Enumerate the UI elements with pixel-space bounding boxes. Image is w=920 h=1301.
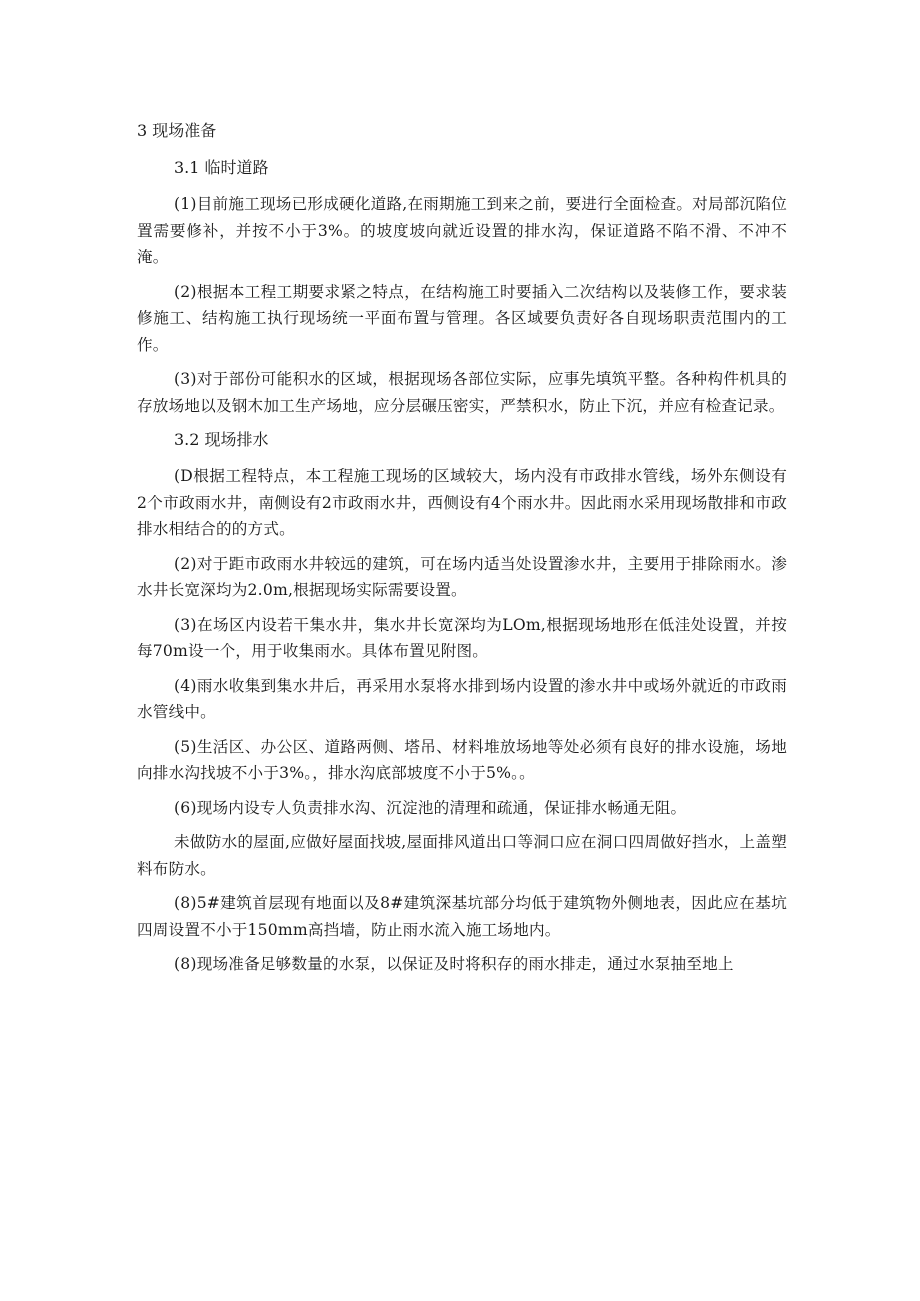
- section-title: 3 现场准备: [137, 121, 217, 140]
- document-body: [137, 118, 787, 986]
- paragraph: (1)目前施工现场已形成硬化道路,在雨期施工到来之前，要进行全面检查。对局部沉陷位置需要修补，并按不小于3%。的坡度坡向就近设置的排水沟，保证道路不陷不滑、不冲不淹。: [137, 195, 787, 266]
- subsection-title-temporary-roads: 3.1 临时道路: [174, 158, 269, 177]
- paragraph: (4)雨水收集到集水井后，再采用水泵将水排到场内设置的渗水井中或场外就近的市政雨水管线中。: [137, 676, 787, 721]
- paragraph: (8)5#建筑首层现有地面以及8#建筑深基坑部分均低于建筑物外侧地表，因此应在基坑四周设置不小于150mm高挡墙，防止雨水流入施工场地内。: [137, 894, 787, 939]
- subsection-title-site-drainage: 3.2 现场排水: [174, 430, 269, 449]
- paragraph: (5)生活区、办公区、道路两侧、塔吊、材料堆放场地等处必须有良好的排水设施，场地向排水沟找坡不小于3%。，排水沟底部坡度不小于5%。。: [137, 737, 787, 782]
- paragraph: (6)现场内设专人负责排水沟、沉淀池的清理和疏通，保证排水畅通无阻。: [174, 798, 687, 817]
- paragraph: 未做防水的屋面,应做好屋面找坡,屋面排风道出口等洞口应在洞口四周做好挡水，上盖塑料布防水。: [137, 833, 787, 878]
- paragraph: (D根据工程特点，本工程施工现场的区域较大，场内没有市政排水管线，场外东侧设有2个市政雨水井，南侧设有2市政雨水井，西侧设有4个雨水井。因此雨水采用现场散排和市政排水相结合的的方式。: [137, 467, 787, 538]
- paragraph: (8)现场准备足够数量的水泵，以保证及时将积存的雨水排走，通过水泵抽至地上: [174, 955, 734, 973]
- paragraph: (2)对于距市政雨水井较远的建筑，可在场内适当处设置渗水井，主要用于排除雨水。渗水井长宽深均为2.0m,根据现场实际需要设置。: [137, 554, 787, 599]
- paragraph: (3)对于部份可能积水的区域，根据现场各部位实际，应事先填筑平整。各种构件机具的存放场地以及钢木加工生产场地，应分层碾压密实，严禁积水，防止下沉，并应有检查记录。: [137, 370, 787, 415]
- paragraph: (3)在场区内设若干集水井，集水井长宽深均为LOm,根据现场地形在低洼处设置，并按每70m设一个，用于收集雨水。具体布置见附图。: [137, 615, 787, 660]
- paragraph: (2)根据本工程工期要求紧之特点，在结构施工时要插入二次结构以及装修工作，要求装修施工、结构施工执行现场统一平面布置与管理。各区域要负责好各自现场职责范围内的工作。: [137, 282, 787, 354]
